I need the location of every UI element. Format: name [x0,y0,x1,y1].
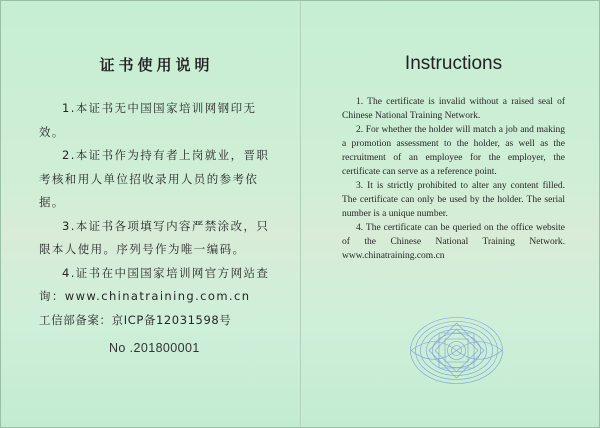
serial-number: No .201800001 [109,341,200,355]
english-item-2: 2. For whether the holder will match a job and making a promotion assessment to the holder, as well as the recruitment of an employee for the employer, the certificate can serve as a reference point. [342,125,565,177]
chinese-item-4: 4.证书在中国国家培训网官方网站查询：www.chinatraining.com.cn [39,265,270,303]
english-title: Instructions [404,53,503,74]
chinese-instructions-page [1,1,300,427]
english-item-3: 3. It is strictly prohibited to alter any content filled. The certificate can only be used by the holder. The serial number is a unique number. [342,181,565,219]
security-seal-icon [409,313,504,388]
chinese-item-3: 3.本证书各项填写内容严禁涂改，只限本人使用。序列号作为唯一编码。 [39,218,270,256]
icp-record: 工信部备案：京ICP备12031598号 [39,312,232,327]
chinese-item-2: 2.本证书作为持有者上岗就业，晋职考核和用人单位招收录用人员的参考依据。 [39,148,270,209]
chinese-instructions-list [39,97,274,332]
english-instructions-list [342,95,565,263]
english-item-1: 1. The certificate is invalid without a raised seal of Chinese National Training Network. [342,97,565,121]
english-item-4: 4. The certificate can be queried on the office website of the Chinese National Training Network. www.chinatraining.com.cn [342,223,565,261]
chinese-title: 证书使用说明 [99,56,214,74]
chinese-item-1: 1.本证书无中国国家培训网钢印无效。 [39,101,257,139]
english-instructions-page [302,1,600,427]
